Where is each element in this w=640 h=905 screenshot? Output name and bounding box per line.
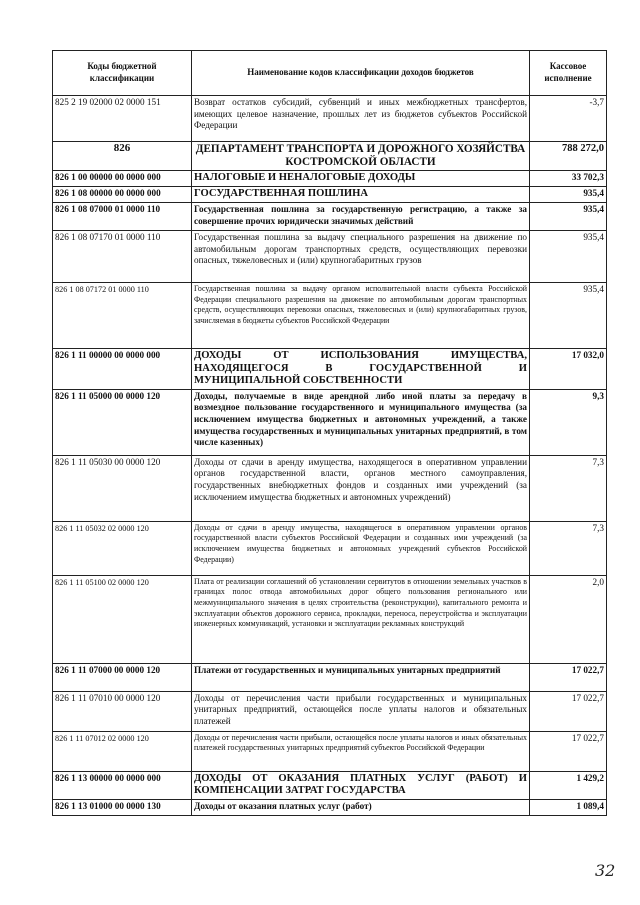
page-number: 32 (595, 861, 616, 880)
row-name: Доходы от сдачи в аренду имущества, находящегося в оперативном управлении органов государственной власти субъектов Российской Федерации и созданных ими учреждений (за исключением имущества бюджетных и автономных учреждений субъектов Российской Федерации) (192, 521, 530, 575)
table-row (53, 389, 607, 455)
table-row (53, 349, 607, 390)
row-name: Доходы от перечисления части прибыли государственных и муниципальных унитарных предприятий, остающейся после уплаты налогов и обязательных платежей (192, 691, 530, 731)
row-amount: 935,4 (530, 203, 607, 231)
budget-table (52, 50, 607, 816)
row-name: Доходы, получаемые в виде арендной либо иной платы за передачу в возмездное пользование государственного и муниципального имущества (за исключением имущества бюджетных и автономных учреждений, а также имущества государственных и муниципальных унитарных предприятий, в том числе казенных) (192, 389, 530, 455)
row-amount: 1 089,4 (530, 799, 607, 815)
row-code: 826 1 08 07000 01 0000 110 (53, 203, 192, 231)
row-amount: 788 272,0 (530, 142, 607, 171)
table-row (53, 575, 607, 663)
header-name: Наименование кодов классификации доходов бюджетов (192, 51, 530, 96)
row-code: 826 1 11 07010 00 0000 120 (53, 691, 192, 731)
row-name: Плата от реализации соглашений об установлении сервитутов в отношении земельных участков в границах полос отвода автомобильных дорог общего пользования регионального или межмуниципального значения в целях строительства (реконструкции), капитального ремонта и эксплуатации объектов дорожного сервиса, прокладки, переноса, переустройства и эксплуатации инженерных коммуникаций, установки и эксплуатации рекламных конструкций (192, 575, 530, 663)
row-code: 825 2 19 02000 02 0000 151 (53, 96, 192, 142)
row-name: Платежи от государственных и муниципальных унитарных предприятий (192, 663, 530, 691)
row-amount: 17 022,7 (530, 691, 607, 731)
row-code: 826 (53, 142, 192, 171)
table-row (53, 96, 607, 142)
row-amount: -3,7 (530, 96, 607, 142)
row-code: 826 1 13 01000 00 0000 130 (53, 799, 192, 815)
row-name: Доходы от оказания платных услуг (работ) (192, 799, 530, 815)
row-amount: 33 702,3 (530, 171, 607, 187)
row-code: 826 1 11 05100 02 0000 120 (53, 575, 192, 663)
row-amount: 7,3 (530, 521, 607, 575)
row-code: 826 1 11 07012 02 0000 120 (53, 731, 192, 771)
row-code: 826 1 08 07170 01 0000 110 (53, 231, 192, 283)
table-row (53, 691, 607, 731)
table-row (53, 455, 607, 521)
row-name: Возврат остатков субсидий, субвенций и иных межбюджетных трансфертов, имеющих целевое назначение, прошлых лет из бюджетов субъектов Российской Федерации (192, 96, 530, 142)
row-name: ДОХОДЫ ОТ ОКАЗАНИЯ ПЛАТНЫХ УСЛУГ (РАБОТ) И КОМПЕНСАЦИИ ЗАТРАТ ГОСУДАРСТВА (192, 771, 530, 799)
table-row (53, 187, 607, 203)
table-row (53, 231, 607, 283)
row-amount: 9,3 (530, 389, 607, 455)
table-row (53, 731, 607, 771)
row-code: 826 1 08 07172 01 0000 110 (53, 283, 192, 349)
row-name: ГОСУДАРСТВЕННАЯ ПОШЛИНА (192, 187, 530, 203)
row-amount: 935,4 (530, 283, 607, 349)
row-code: 826 1 13 00000 00 0000 000 (53, 771, 192, 799)
row-name: Государственная пошлина за выдачу специального разрешения на движение по автомобильным дорогам транспортных средств, осуществляющих перевозки опасных, тяжеловесных и (или) крупногабаритных грузов (192, 231, 530, 283)
table-row (53, 283, 607, 349)
header-amount: Кассовое исполнение (530, 51, 607, 96)
row-amount: 17 022,7 (530, 663, 607, 691)
row-name: Государственная пошлина за государственную регистрацию, а также за совершение прочих юридически значимых действий (192, 203, 530, 231)
row-name: ДОХОДЫ ОТ ИСПОЛЬЗОВАНИЯ ИМУЩЕСТВА, НАХОДЯЩЕГОСЯ В ГОСУДАРСТВЕННОЙ И МУНИЦИПАЛЬНОЙ СОБСТВЕННОСТИ (192, 349, 530, 390)
table-row (53, 799, 607, 815)
row-amount: 17 032,0 (530, 349, 607, 390)
row-name: ДЕПАРТАМЕНТ ТРАНСПОРТА И ДОРОЖНОГО ХОЗЯЙСТВА КОСТРОМСКОЙ ОБЛАСТИ (192, 142, 530, 171)
table-row (53, 771, 607, 799)
table-row (53, 203, 607, 231)
row-name: Доходы от сдачи в аренду имущества, находящегося в оперативном управлении органов государственной власти, органов местного самоуправления, государственных внебюджетных фондов и созданных ими учреждений (за исключением имущества бюджетных и автономных учреждений) (192, 455, 530, 521)
row-code: 826 1 11 05032 02 0000 120 (53, 521, 192, 575)
row-amount: 935,4 (530, 231, 607, 283)
table-row (53, 171, 607, 187)
table-row (53, 142, 607, 171)
row-code: 826 1 11 05030 00 0000 120 (53, 455, 192, 521)
row-name: НАЛОГОВЫЕ И НЕНАЛОГОВЫЕ ДОХОДЫ (192, 171, 530, 187)
row-amount: 1 429,2 (530, 771, 607, 799)
table-header (53, 51, 607, 96)
row-code: 826 1 08 00000 00 0000 000 (53, 187, 192, 203)
row-code: 826 1 11 00000 00 0000 000 (53, 349, 192, 390)
row-amount: 7,3 (530, 455, 607, 521)
row-code: 826 1 11 07000 00 0000 120 (53, 663, 192, 691)
row-amount: 17 022,7 (530, 731, 607, 771)
row-name: Доходы от перечисления части прибыли, остающейся после уплаты налогов и иных обязательных платежей государственных унитарных предприятий субъектов Российской Федерации (192, 731, 530, 771)
row-code: 826 1 11 05000 00 0000 120 (53, 389, 192, 455)
table-row (53, 521, 607, 575)
row-amount: 2,0 (530, 575, 607, 663)
row-name: Государственная пошлина за выдачу органом исполнительной власти субъекта Российской Федерации специального разрешения на движение по автомобильным дорогам транспортных средств, осуществляющих перевозки опасных, тяжеловесных и (или) крупногабаритных грузов, зачисляемая в бюджеты субъектов Российской Федерации (192, 283, 530, 349)
header-code: Коды бюджетной классификации (53, 51, 192, 96)
row-code: 826 1 00 00000 00 0000 000 (53, 171, 192, 187)
row-amount: 935,4 (530, 187, 607, 203)
table-row (53, 663, 607, 691)
